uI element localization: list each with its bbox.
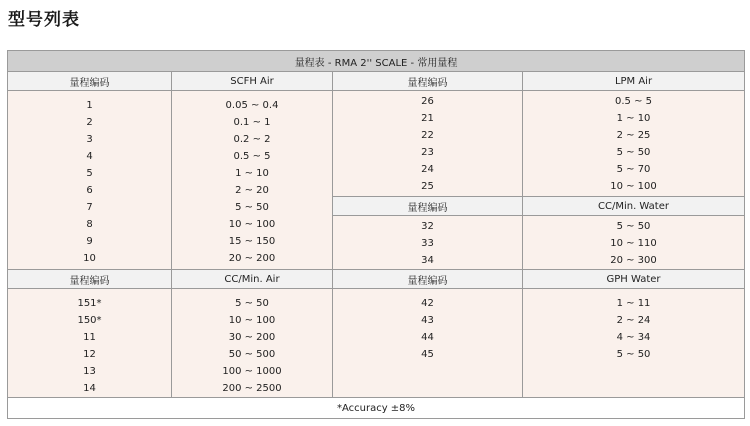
ccair-code-cell — [8, 289, 172, 398]
range-value: 1 ~ 10 — [235, 168, 269, 179]
ccwater-code-list — [333, 216, 522, 269]
range-code: 10 — [83, 253, 96, 264]
range-value: 4 ~ 34 — [616, 332, 651, 343]
range-value: 100 ~ 1000 — [222, 366, 282, 377]
range-value: 200 ~ 2500 — [222, 383, 282, 394]
range-value: 10 ~ 100 — [228, 315, 276, 326]
gph-code-cell — [333, 289, 523, 398]
range-code: 32 — [421, 221, 434, 232]
scfh-range-list — [172, 91, 332, 267]
range-value: 30 ~ 200 — [228, 332, 276, 343]
range-code: 12 — [83, 349, 96, 360]
range-value: 50 ~ 500 — [228, 349, 276, 360]
range-table — [7, 50, 745, 419]
range-code: 44 — [421, 332, 434, 343]
page-title: 型号列表 — [8, 10, 80, 30]
range-value: 2 ~ 24 — [616, 315, 651, 326]
range-code: 42 — [421, 298, 434, 309]
ccwater-code-header: 量程编码 — [333, 197, 523, 216]
range-code: 34 — [421, 255, 434, 266]
lpm-range-cell — [523, 91, 745, 197]
range-value: 0.5 ~ 5 — [233, 151, 271, 162]
range-code: 7 — [86, 202, 93, 213]
range-code: 11 — [83, 332, 96, 343]
range-value: 5 ~ 50 — [235, 298, 269, 309]
range-value: 20 ~ 200 — [228, 253, 276, 264]
lpm-code-cell — [333, 91, 523, 197]
scfh-code-cell — [8, 91, 172, 270]
range-value: 5 ~ 50 — [616, 147, 651, 158]
range-value: 10 ~ 100 — [228, 219, 276, 230]
range-code: 151* — [77, 298, 102, 309]
range-value: 10 ~ 110 — [610, 238, 657, 249]
range-code: 24 — [421, 164, 434, 175]
lpm-range-header: LPM Air — [523, 72, 745, 91]
range-code: 43 — [421, 315, 434, 326]
range-code: 26 — [421, 96, 434, 107]
range-code: 45 — [421, 349, 434, 360]
ccair-range-header: CC/Min. Air — [172, 270, 333, 289]
range-code: 14 — [83, 383, 96, 394]
ccair-range-cell — [172, 289, 333, 398]
ccair-code-list — [8, 289, 171, 397]
range-value: 0.1 ~ 1 — [233, 117, 271, 128]
range-code: 6 — [86, 185, 93, 196]
range-value: 5 ~ 70 — [616, 164, 651, 175]
range-code: 33 — [421, 238, 434, 249]
range-code: 5 — [86, 168, 93, 179]
range-value: 0.5 ~ 5 — [615, 96, 653, 107]
range-value: 15 ~ 150 — [228, 236, 276, 247]
range-code: 21 — [421, 113, 434, 124]
lpm-code-header: 量程编码 — [333, 72, 523, 91]
gph-code-list — [333, 289, 522, 363]
range-value: 5 ~ 50 — [616, 349, 651, 360]
ccair-code-header: 量程编码 — [8, 270, 172, 289]
table-caption: 量程表 - RMA 2'' SCALE - 常用量程 — [8, 51, 745, 72]
gph-range-cell — [523, 289, 745, 398]
range-value: 20 ~ 300 — [610, 255, 657, 266]
ccair-range-list — [172, 289, 332, 397]
range-code: 150* — [77, 315, 102, 326]
range-code: 8 — [86, 219, 93, 230]
range-code: 22 — [421, 130, 434, 141]
scfh-code-list — [8, 91, 171, 267]
gph-code-header: 量程编码 — [333, 270, 523, 289]
range-code: 9 — [86, 236, 93, 247]
range-table-container — [7, 50, 744, 418]
scfh-range-header: SCFH Air — [172, 72, 333, 91]
scfh-code-header: 量程编码 — [8, 72, 172, 91]
range-value: 0.2 ~ 2 — [233, 134, 271, 145]
range-value: 0.05 ~ 0.4 — [225, 100, 279, 111]
ccwater-range-header: CC/Min. Water — [523, 197, 745, 216]
range-value: 5 ~ 50 — [616, 221, 651, 232]
gph-range-list — [523, 289, 744, 363]
range-value: 10 ~ 100 — [610, 181, 657, 192]
ccwater-range-cell — [523, 216, 745, 270]
lpm-code-list — [333, 91, 522, 195]
range-value: 1 ~ 11 — [616, 298, 651, 309]
ccwater-range-list — [523, 216, 744, 269]
scfh-range-cell — [172, 91, 333, 270]
ccwater-code-cell — [333, 216, 523, 270]
lpm-range-list — [523, 91, 744, 195]
range-code: 13 — [83, 366, 96, 377]
range-value: 1 ~ 10 — [616, 113, 651, 124]
range-value: 5 ~ 50 — [235, 202, 269, 213]
range-code: 25 — [421, 181, 434, 192]
range-code: 3 — [86, 134, 93, 145]
range-code: 2 — [86, 117, 93, 128]
table-footer: *Accuracy ±8% — [8, 398, 745, 419]
range-value: 2 ~ 20 — [235, 185, 269, 196]
range-value: 2 ~ 25 — [616, 130, 651, 141]
range-code: 1 — [86, 100, 93, 111]
range-code: 23 — [421, 147, 434, 158]
gph-range-header: GPH Water — [523, 270, 745, 289]
range-code: 4 — [86, 151, 93, 162]
